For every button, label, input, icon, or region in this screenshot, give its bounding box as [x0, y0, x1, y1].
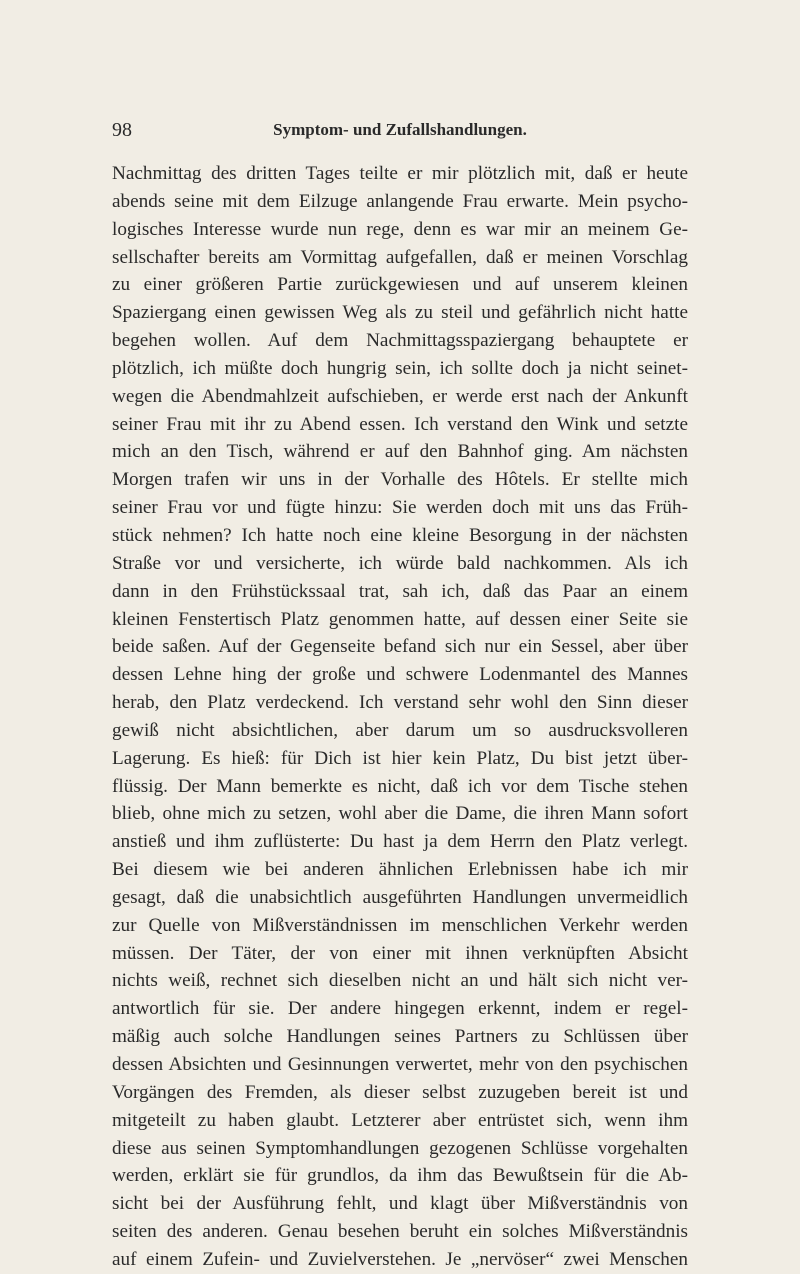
running-head: Symptom- und Zufallshandlungen. — [273, 120, 527, 139]
text-line: anstieß und ihm zuflüsterte: Du hast ja dem Herrn den Platz verlegt. — [112, 831, 688, 853]
text-line: gewiß nicht absichtlichen, aber darum um so ausdrucksvolleren — [112, 719, 688, 741]
text-line: auf einem Zufein- und Zuvielverstehen. Je „nervöser“ zwei Menschen — [112, 1248, 688, 1270]
text-line: herab, den Platz verdeckend. Ich verstand sehr wohl den Sinn dieser — [112, 692, 688, 714]
text-line: begehen wollen. Auf dem Nachmittagsspaziergang behauptete er — [112, 330, 688, 352]
text-line: blieb, ohne mich zu setzen, wohl aber die Dame, die ihren Mann sofort — [112, 803, 688, 825]
text-line: seiten des anderen. Genau besehen beruht ein solches Mißverständnis — [112, 1221, 688, 1243]
text-line: abends seine mit dem Eilzuge anlangende Frau erwarte. Mein psycho- — [112, 190, 688, 212]
text-line: gesagt, daß die unabsichtlich ausgeführten Handlungen unvermeidlich — [112, 886, 688, 908]
page-header — [112, 118, 688, 142]
text-line: seiner Frau mit ihr zu Abend essen. Ich verstand den Wink und setzte — [112, 413, 688, 435]
text-line: Bei diesem wie bei anderen ähnlichen Erlebnissen habe ich mir — [112, 859, 688, 881]
text-line: Spaziergang einen gewissen Weg als zu steil und gefährlich nicht hatte — [112, 302, 688, 324]
text-line: zu einer größeren Partie zurückgewiesen und auf unserem kleinen — [112, 274, 688, 296]
text-line: antwortlich für sie. Der andere hingegen erkennt, indem er regel- — [112, 998, 688, 1020]
text-line: Morgen trafen wir uns in der Vorhalle des Hôtels. Er stellte mich — [112, 469, 688, 491]
text-line: müssen. Der Täter, der von einer mit ihnen verknüpften Absicht — [112, 942, 688, 964]
text-line: seiner Frau vor und fügte hinzu: Sie werden doch mit uns das Früh- — [112, 497, 688, 519]
text-line: diese aus seinen Symptomhandlungen gezogenen Schlüsse vorgehalten — [112, 1137, 688, 1159]
text-line: stück nehmen? Ich hatte noch eine kleine Besorgung in der nächsten — [112, 524, 688, 546]
body-text — [112, 160, 688, 1274]
text-line: mäßig auch solche Handlungen seines Partners zu Schlüssen über — [112, 1026, 688, 1048]
text-line: Nachmittag des dritten Tages teilte er mir plötzlich mit, daß er heute — [112, 163, 688, 184]
text-line: sellschafter bereits am Vormittag aufgefallen, daß er meinen Vorschlag — [112, 246, 688, 268]
text-line: dessen Absichten und Gesinnungen verwertet, mehr von den psychischen — [112, 1054, 688, 1075]
text-line: logisches Interesse wurde nun rege, denn es war mir an meinem Ge- — [112, 218, 688, 240]
page-number: 98 — [112, 119, 132, 141]
text-line: mich an den Tisch, während er auf den Bahnhof ging. Am nächsten — [112, 441, 688, 463]
text-line: sicht bei der Ausführung fehlt, und klagt über Mißverständnis von — [112, 1193, 688, 1215]
text-line: flüssig. Der Mann bemerkte es nicht, daß ich vor dem Tische stehen — [112, 775, 688, 797]
text-line: Vorgängen des Fremden, als dieser selbst zuzugeben bereit ist und — [112, 1081, 688, 1103]
text-line: dann in den Frühstückssaal trat, sah ich, daß das Paar an einem — [112, 580, 688, 602]
text-line: wegen die Abendmahlzeit aufschieben, er werde erst nach der Ankunft — [112, 385, 688, 407]
text-line: kleinen Fenstertisch Platz genommen hatte, auf dessen einer Seite sie — [112, 608, 688, 630]
text-line: nichts weiß, rechnet sich dieselben nicht an und hält sich nicht ver- — [112, 970, 688, 992]
text-line: dessen Lehne hing der große und schwere Lodenmantel des Mannes — [112, 664, 688, 686]
text-line: Lagerung. Es hieß: für Dich ist hier kein Platz, Du bist jetzt über- — [112, 747, 688, 769]
text-line: beide saßen. Auf der Gegenseite befand sich nur ein Sessel, aber über — [112, 636, 688, 658]
text-line: werden, erklärt sie für grundlos, da ihm das Bewußtsein für die Ab- — [112, 1165, 688, 1187]
text-line: Straße vor und versicherte, ich würde bald nachkommen. Als ich — [112, 552, 688, 574]
text-line: plötzlich, ich müßte doch hungrig sein, ich sollte doch ja nicht seinet- — [112, 357, 688, 379]
text-line: zur Quelle von Mißverständnissen im menschlichen Verkehr werden — [112, 914, 688, 936]
text-line: mitgeteilt zu haben glaubt. Letzterer aber entrüstet sich, wenn ihm — [112, 1109, 688, 1131]
